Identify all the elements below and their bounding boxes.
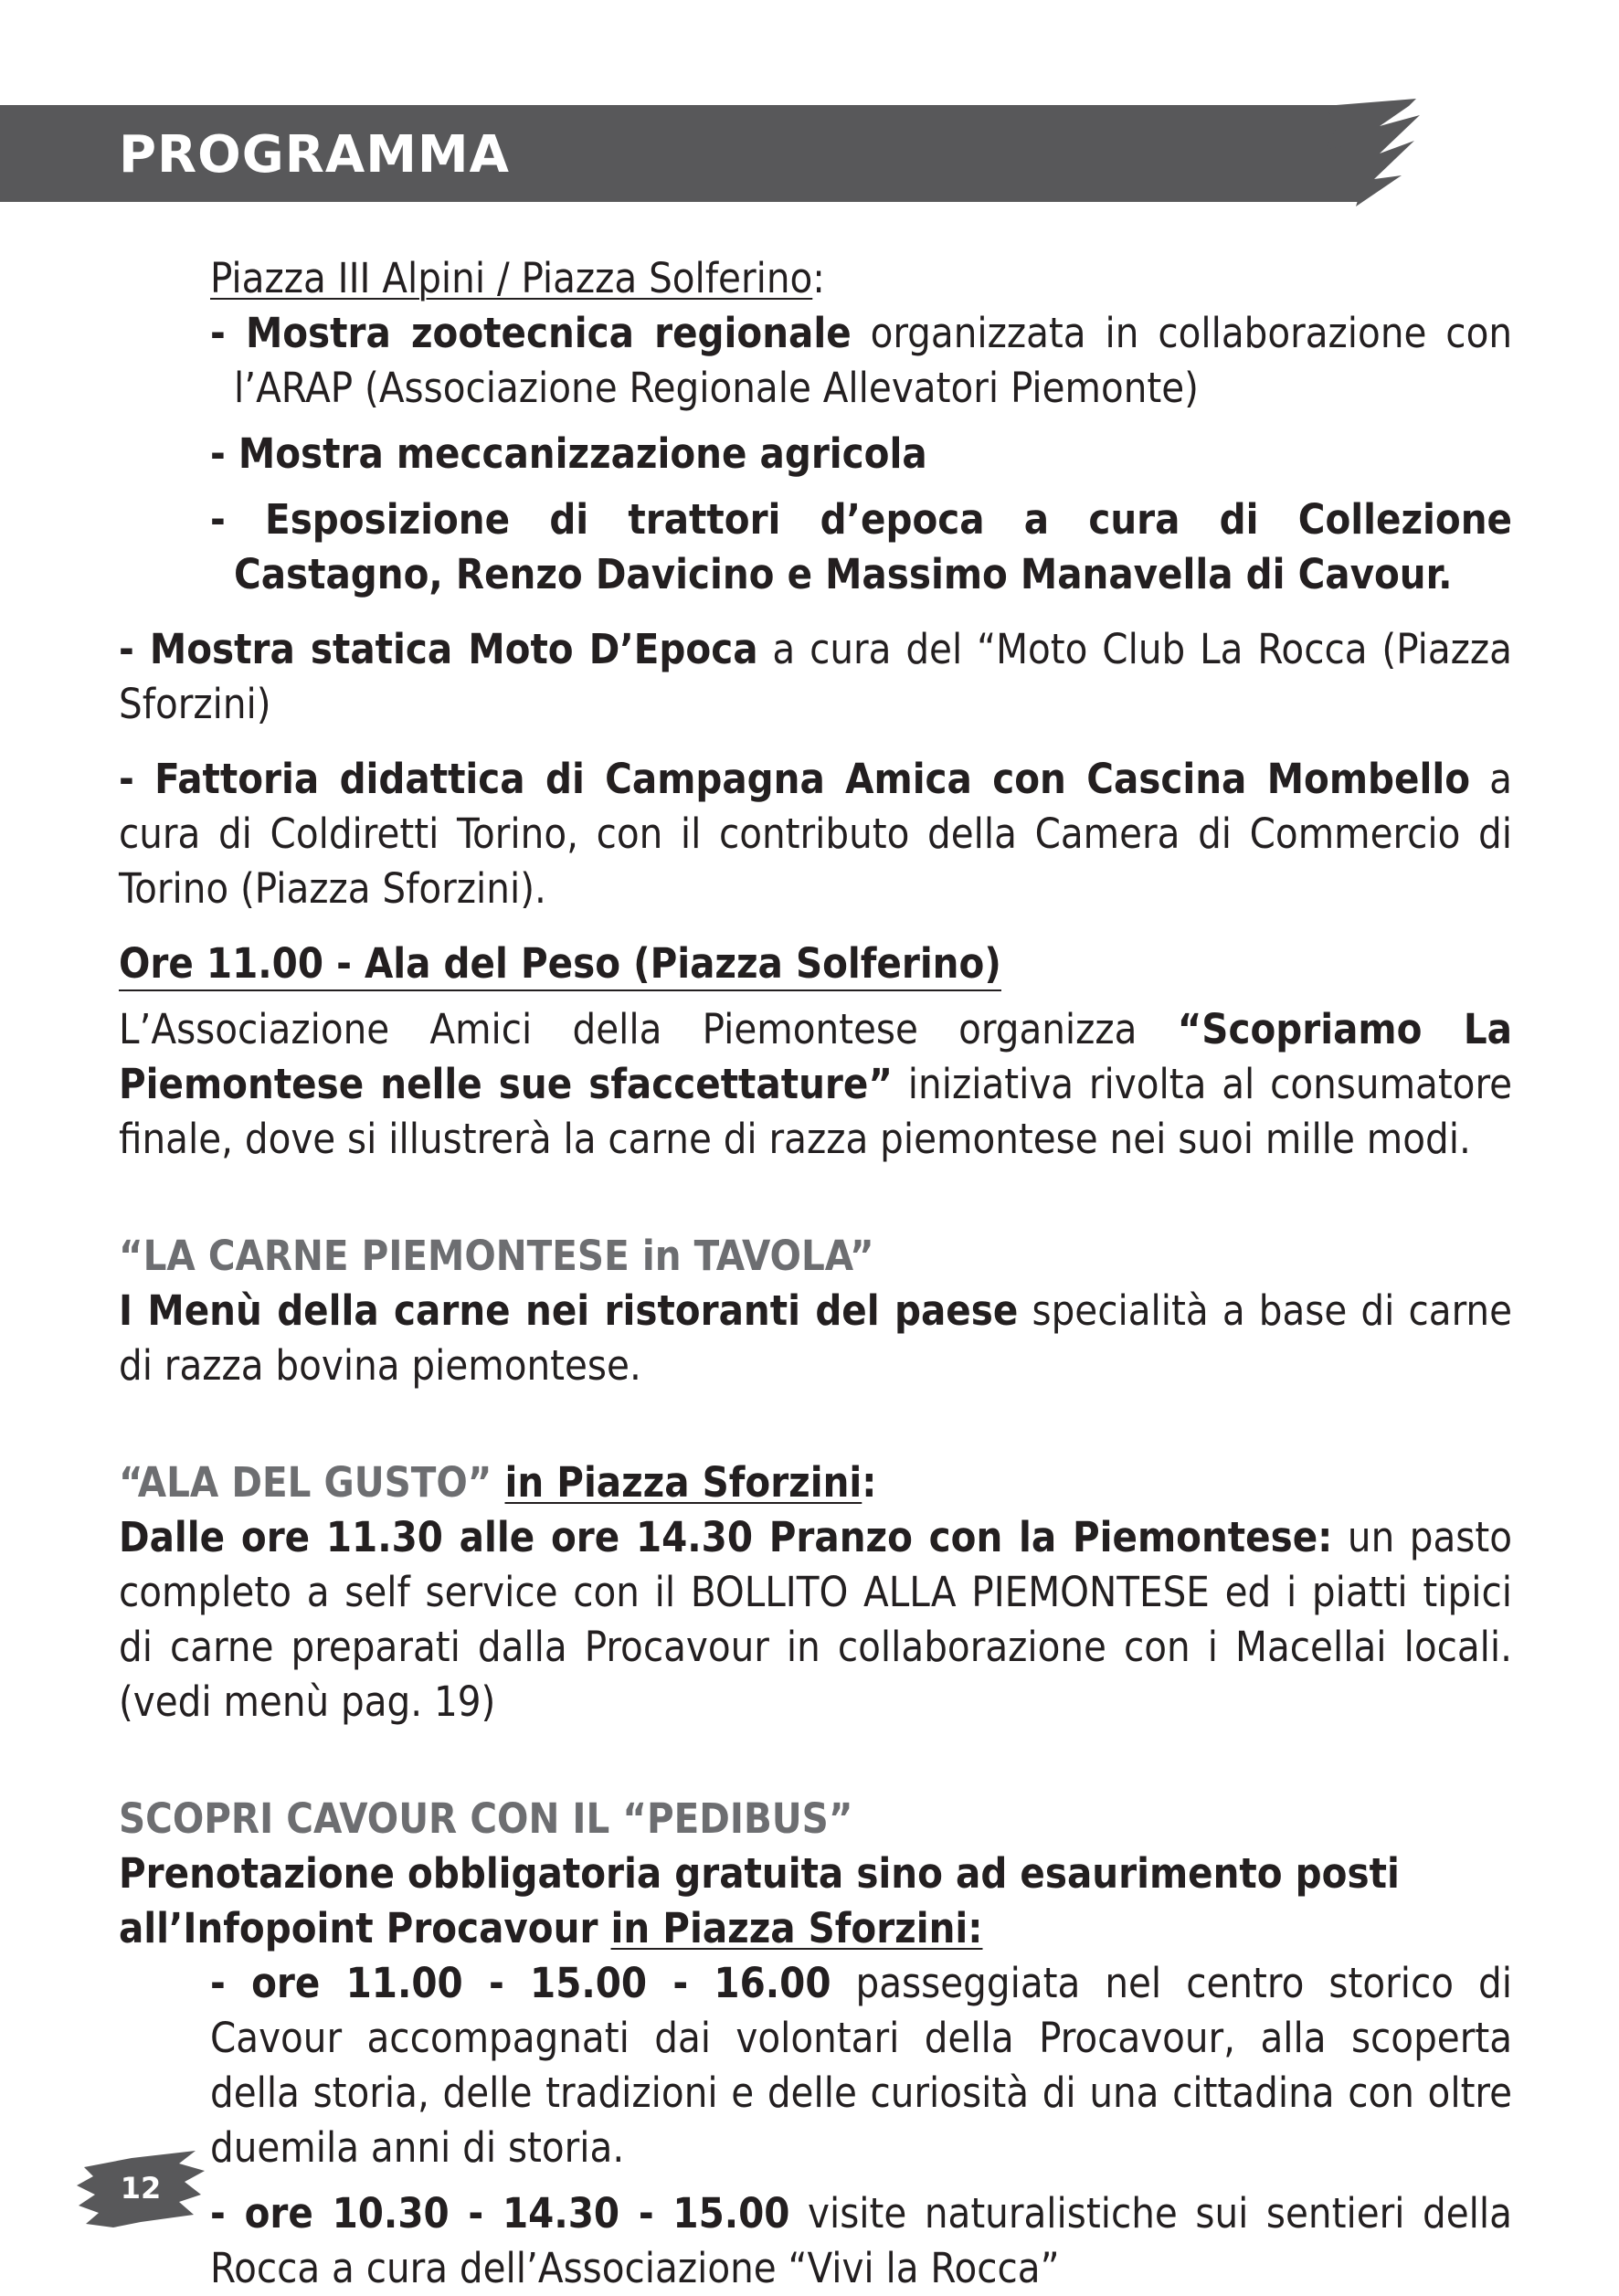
section-heading: “ALA DEL GUSTO” in Piazza Sforzini:: [119, 1458, 877, 1507]
section-ala-gusto: [119, 1455, 1512, 1730]
item-title: - Mostra meccanizzazione agricola: [210, 429, 927, 478]
list-item: [210, 427, 1512, 481]
page-title: PROGRAMMA: [119, 125, 510, 185]
item-title: - Mostra zootecnica regionale: [210, 309, 852, 357]
list-item: [210, 492, 1512, 602]
page-number-badge: [77, 2149, 205, 2227]
carne-tavola-text: I Menù della carne nei ristoranti del paese specialità a base di carne di razza bovina piemontese.: [119, 1286, 1512, 1390]
section-piazza-alpini: [210, 251, 1512, 602]
section-heading: Ore 11.00 - Ala del Peso (Piazza Solferino): [119, 938, 1001, 991]
pedibus-booking: Prenotazione obbligatoria gratuita sino ad esaurimento posti all’Infopoint Procavour in Piazza Sforzini:: [119, 1849, 1400, 1952]
fattoria-paragraph: - Fattoria didattica di Campagna Amica con Cascina Mombello a cura di Coldiretti Torino, con il contributo della Camera di Commercio di Torino (Piazza Sforzini).: [119, 755, 1512, 913]
list-item: - ore 10.30 - 14.30 - 15.00 visite naturalistiche sui sentieri della Rocca a cura dell’Associazione “Vivi la Rocca”: [210, 2189, 1512, 2292]
pedibus-list: [210, 1956, 1512, 2296]
section-heading: SCOPRI CAVOUR CON IL “PEDIBUS”: [119, 1794, 853, 1843]
section-ala-peso: [119, 936, 1512, 1167]
section-pedibus: [119, 1792, 1512, 2296]
section-carne-tavola: [119, 1229, 1512, 1393]
item-title: - Esposizione di trattori d’epoca a cura di Collezione Castagno, Renzo Davicino e Massimo Manavella di Cavour.: [210, 495, 1512, 598]
list-item: - ore 11.00 - 15.00 - 16.00 passeggiata nel centro storico di Cavour accompagnati dai volontari della Procavour, alla scoperta della storia, delle tradizioni e delle curiosità di una cittadina con oltre duemila anni di storia.: [210, 1959, 1512, 2172]
location-label: in Piazza Sforzini: [504, 1458, 862, 1507]
location-line: Piazza III Alpini / Piazza Solferino:: [210, 254, 825, 302]
ala-gusto-text: Dalle ore 11.30 alle ore 14.30 Pranzo con la Piemontese: un pasto completo a self service con il BOLLITO ALLA PIEMONTESE ed i piatti tipici di carne preparati dalla Procavour in collaborazione con i Macellai locali. (vedi menù pag. 19): [119, 1513, 1512, 1726]
page-number: 12: [120, 2171, 162, 2206]
brush-stroke-icon: [1325, 99, 1425, 206]
item-text: organizzata in collaborazione con l’ARAP (Associazione Regionale Allevatori Piemonte): [234, 309, 1512, 412]
ala-peso-text: L’Associazione Amici della Piemontese organizza “Scopriamo La Piemontese nelle sue sfaccettature” iniziativa rivolta al consumatore finale, dove si illustrerà la carne di razza piemontese nei suoi mille modi.: [119, 1005, 1513, 1163]
moto-paragraph: - Mostra statica Moto D’Epoca a cura del “Moto Club La Rocca (Piazza Sforzini): [119, 625, 1512, 728]
location-label: Piazza III Alpini / Piazza Solferino: [210, 254, 813, 302]
program-content: [119, 251, 1512, 2296]
section-heading: “LA CARNE PIEMONTESE in TAVOLA”: [119, 1232, 874, 1280]
location-label: in Piazza Sforzini:: [610, 1904, 983, 1952]
list-item: [210, 306, 1512, 416]
